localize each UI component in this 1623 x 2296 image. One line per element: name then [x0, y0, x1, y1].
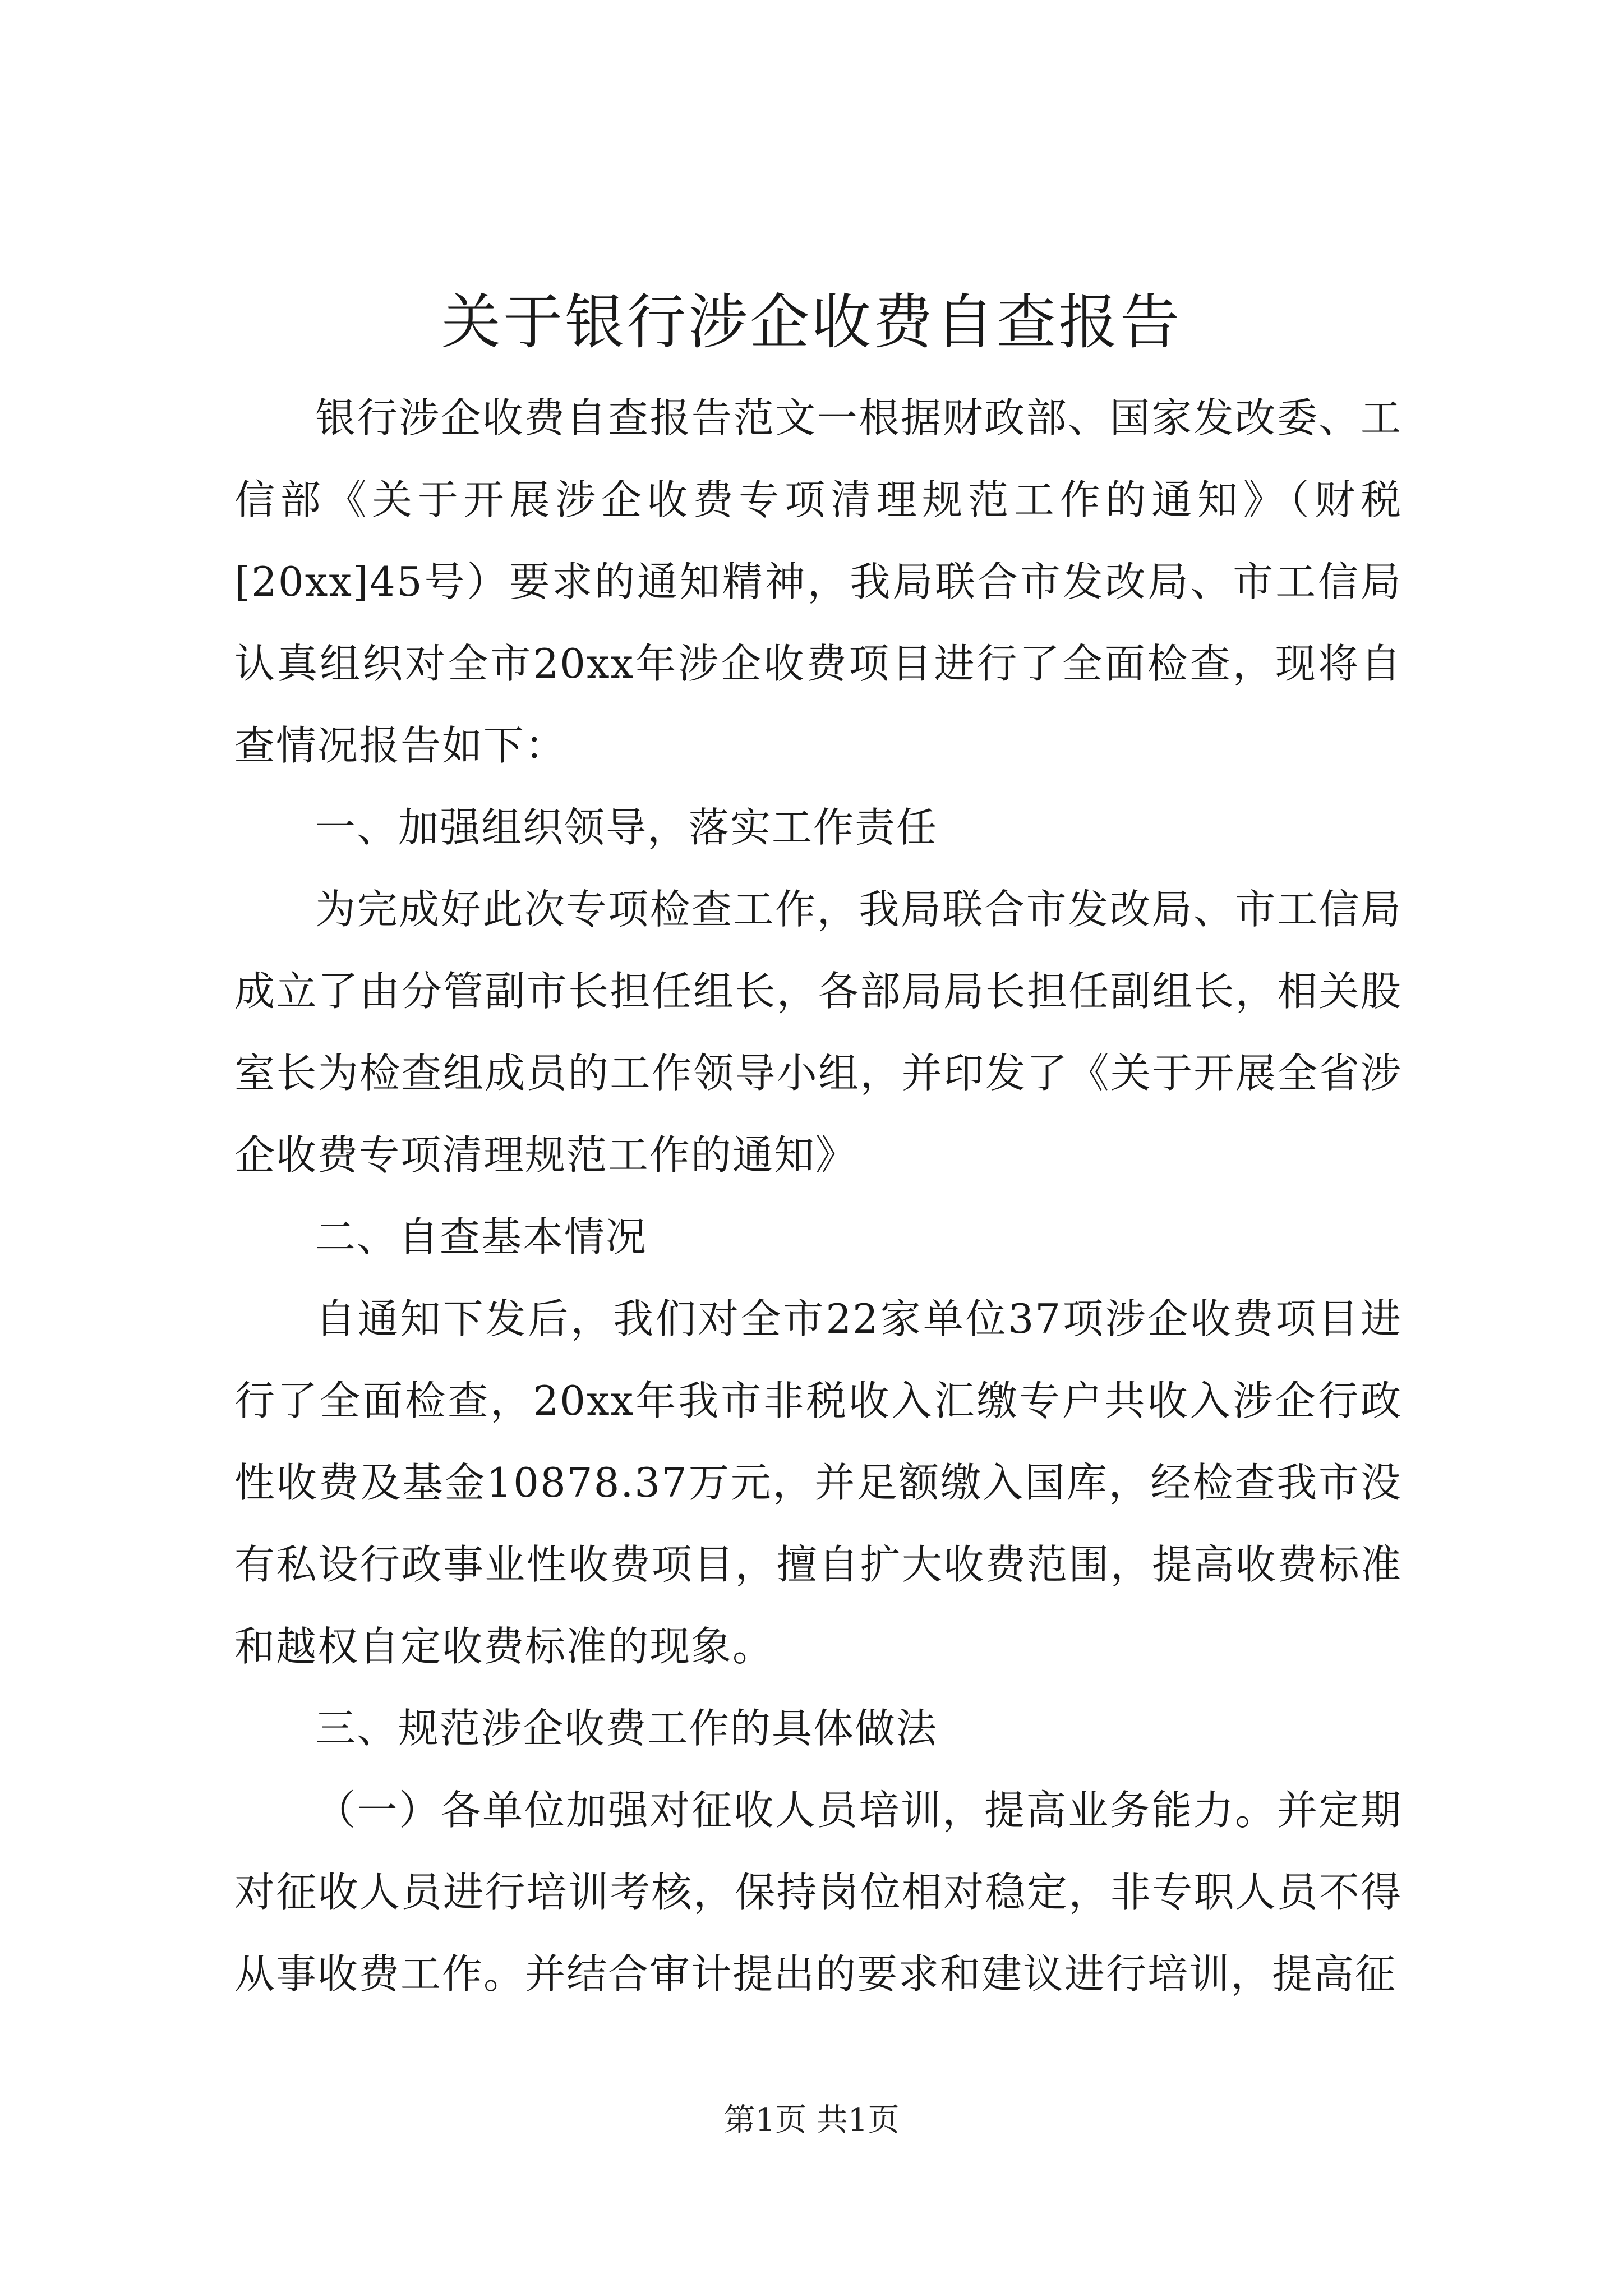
section-heading-3: 三、规范涉企收费工作的具体做法 [315, 1705, 938, 1752]
section-heading-1: 一、加强组织领导，落实工作责任 [315, 804, 938, 851]
paragraph-section-1: 为完成好此次专项检查工作，我局联合市发改局、市工信局成立了由分管副市长担任组长，各部局局长担任副组长，相关股室长为检查组成员的工作领导小组，并印发了《关于开展全省涉企收费专项清理规范工作的通知》 [234, 886, 1402, 1179]
document-title: 关于银行涉企收费自查报告 [441, 288, 1182, 357]
paragraph-section-2: 自通知下发后，我们对全市22家单位37项涉企收费项目进行了全面检查，20xx年我市非税收入汇缴专户共收入涉企行政性收费及基金10878.37万元，并足额缴入国库，经检查我市没有私设行政事业性收费项目，擅自扩大收费范围，提高收费标准和越权自定收费标准的现象。 [234, 1295, 1402, 1670]
paragraph-section-3-item-1: （一）各单位加强对征收人员培训，提高业务能力。并定期对征收人员进行培训考核，保持岗位相对稳定，非专职人员不得从事收费工作。并结合审计提出的要求和建议进行培训，提高征 [234, 1787, 1402, 1998]
document-body [234, 377, 1402, 2015]
section-heading-2: 二、自查基本情况 [315, 1213, 648, 1260]
page-footer: 第1页 共1页 [723, 2102, 900, 2138]
paragraph-intro: 银行涉企收费自查报告范文一根据财政部、国家发改委、工信部《关于开展涉企收费专项清理规范工作的通知》（财税[20xx]45号）要求的通知精神，我局联合市发改局、市工信局认真组织对全市20xx年涉企收费项目进行了全面检查，现将自查情况报告如下： [234, 394, 1402, 769]
